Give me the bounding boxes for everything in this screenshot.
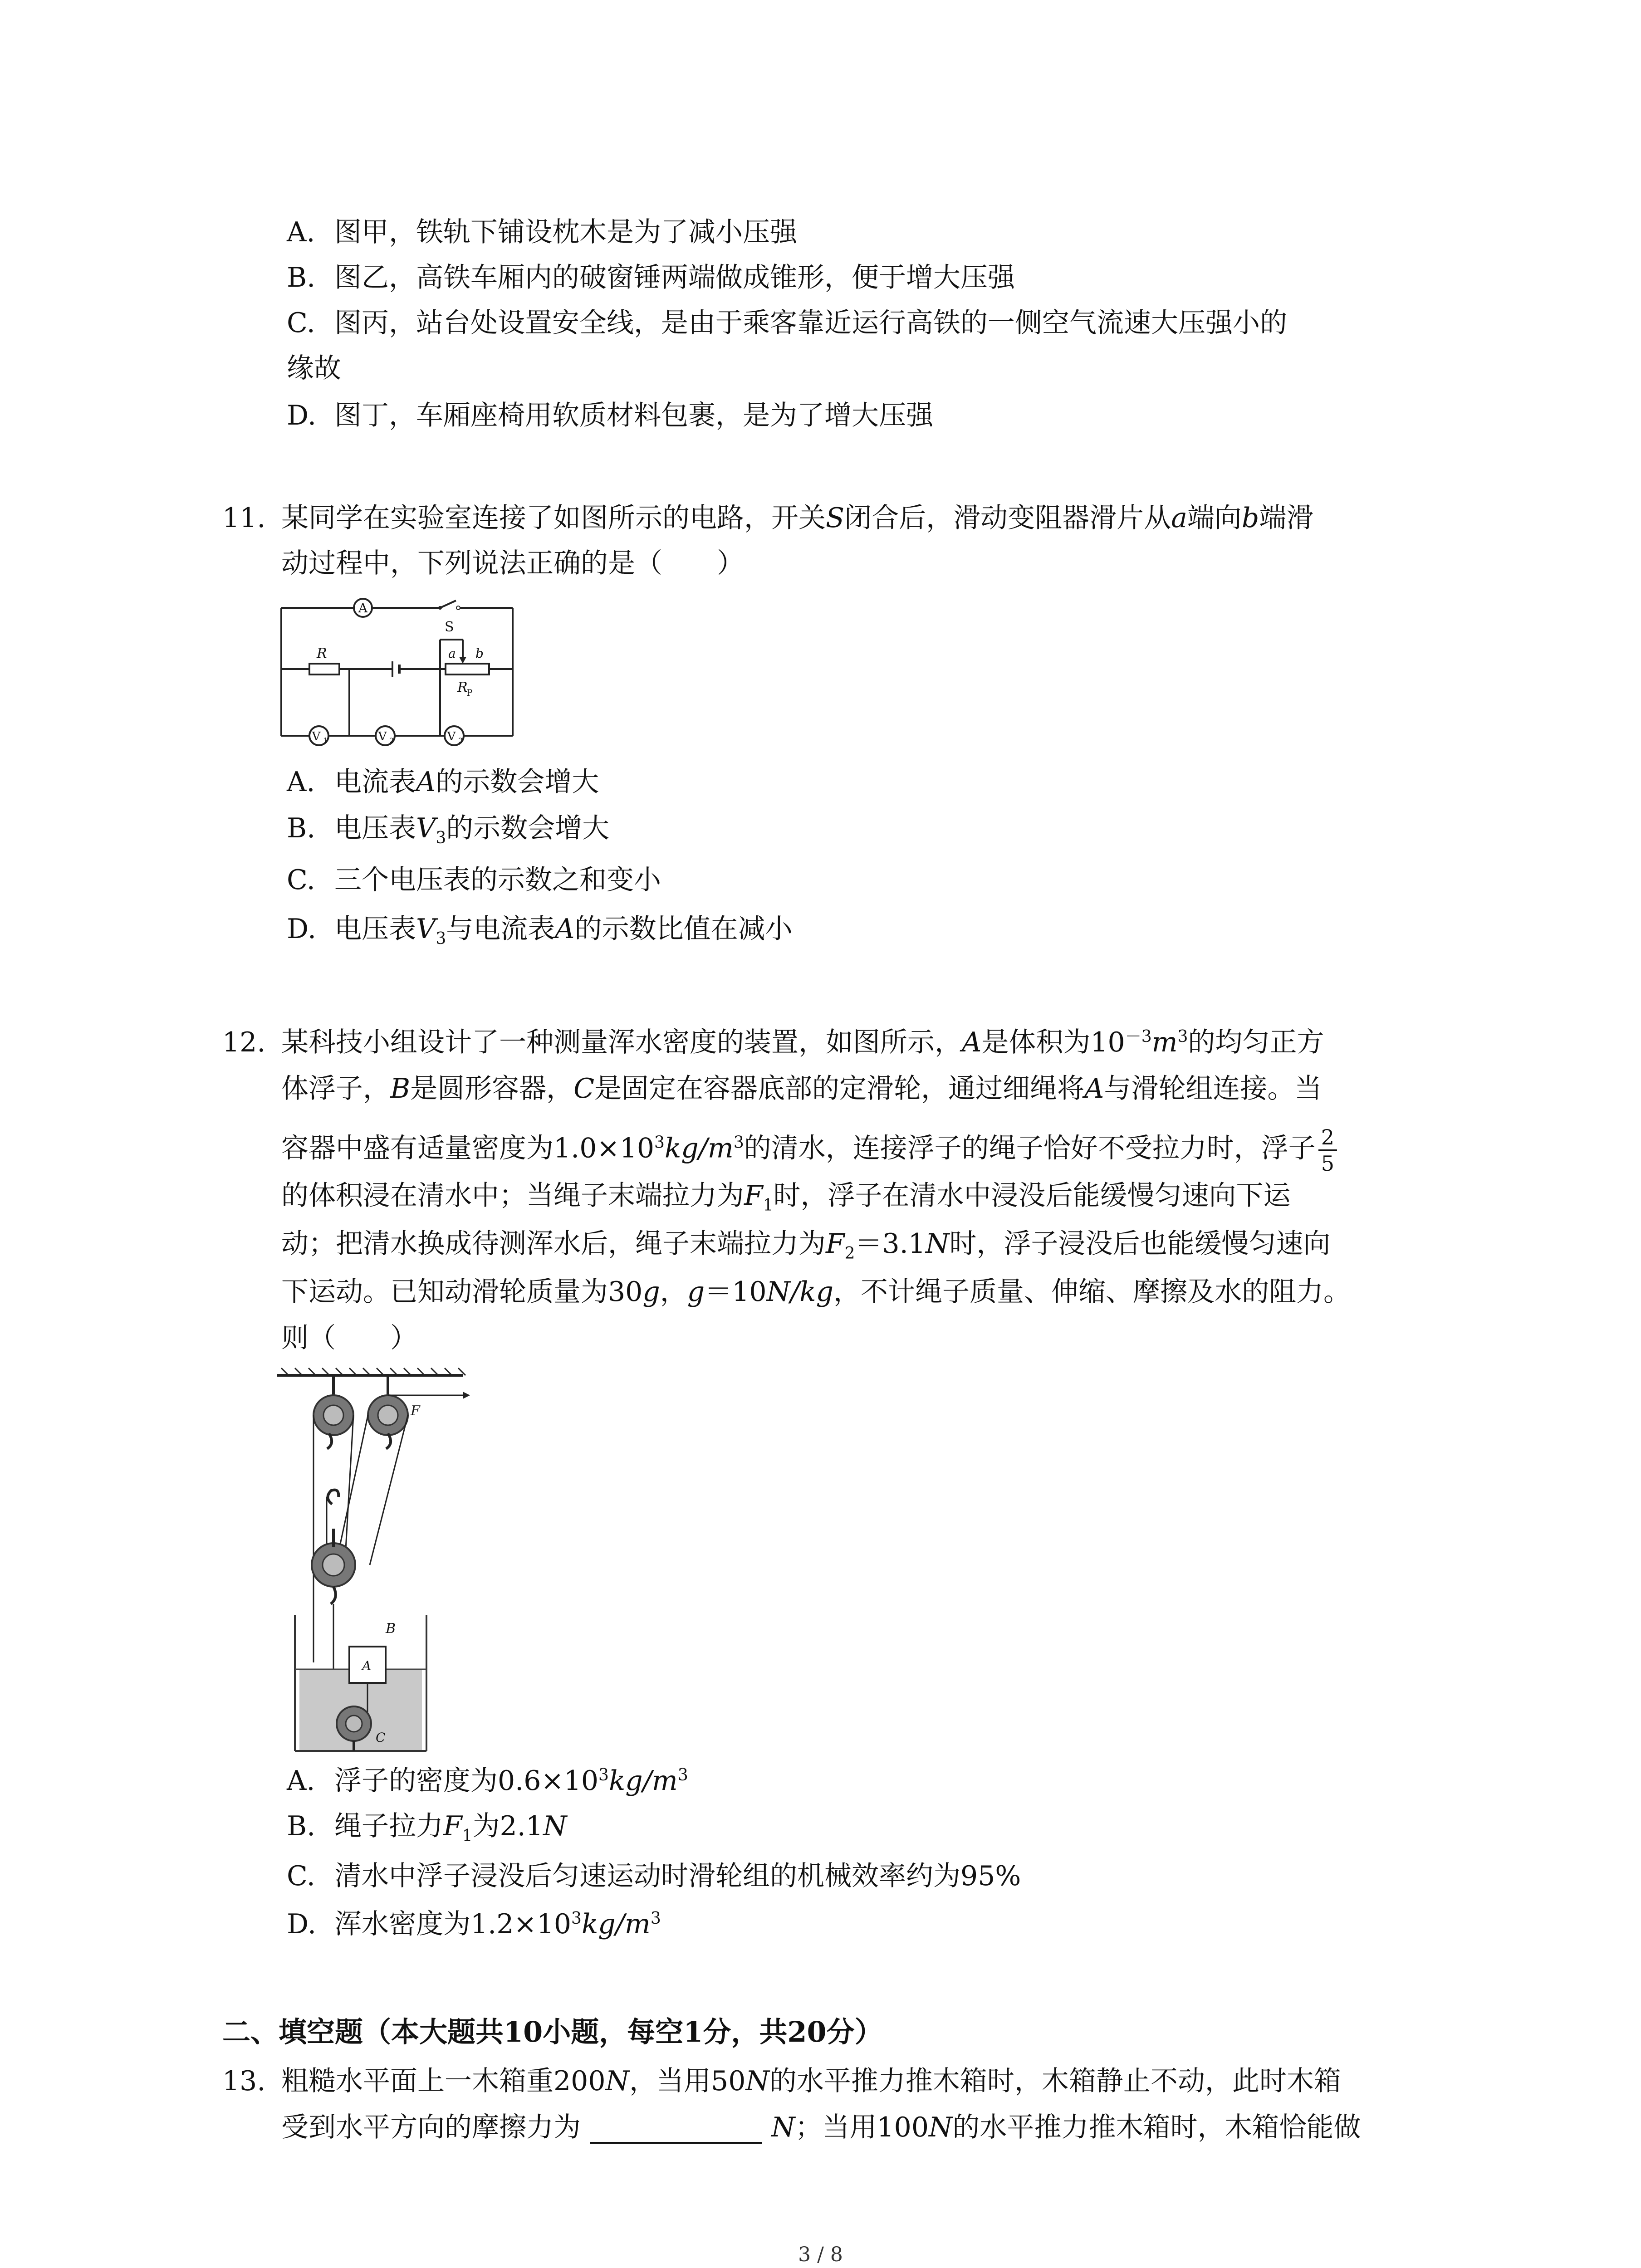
q11-stem-line-2: 动过程中，下列说法正确的是（ ）	[281, 547, 744, 579]
v3-sub: 3	[458, 736, 463, 745]
slider-b-label: b	[475, 646, 484, 661]
force-f-label: F	[411, 1403, 420, 1419]
q12-option-b: B. 绳子拉力$F_1$为2.1N	[287, 1810, 567, 1845]
v3-label: V	[447, 730, 456, 743]
q10-option-d: D. 图丁，车厢座椅用软质材料包裹，是为了增大压强	[287, 400, 933, 431]
q12-option-c: C. 清水中浮子浸没后匀速运动时滑轮组的机械效率约为95%	[287, 1860, 1021, 1892]
pulley-c-label: C	[376, 1730, 386, 1745]
v1-label: V	[312, 730, 321, 743]
answer-blank[interactable]	[590, 2116, 762, 2144]
q13-line-1: 粗糙水平面上一木箱重200N，当用50N的水平推力推木箱时，木箱静止不动，此时木箱	[281, 2065, 1341, 2097]
q13-line-2: 受到水平方向的摩擦力为 N；当用100N的水平推力推木箱时，木箱恰能做	[281, 2112, 1361, 2143]
q12-option-a: A. 浮子的密度为$0.6\times 10^3kg/m^3$	[287, 1765, 688, 1797]
q12-line-1: 某科技小组设计了一种测量浑水密度的装置，如图所示，A是体积为$10^{-3}m^3$的均匀正方	[281, 1026, 1324, 1058]
q10-option-c-cont: 缘故	[287, 352, 341, 384]
rheostat-label: R	[457, 679, 468, 695]
slider-a-label: a	[448, 646, 456, 661]
q12-line-6: 下运动。已知动滑轮质量为30g，g＝10N/kg，不计绳子质量、伸缩、摩擦及水的阻力。	[281, 1276, 1351, 1308]
q11-option-c: C. 三个电压表的示数之和变小	[287, 864, 661, 896]
q12-number: 12.	[222, 1026, 266, 1058]
section-title: 二、填空题（本大题共10小题，每空1分，共20分）	[222, 2015, 883, 2048]
page-number: 3 / 8	[798, 2243, 843, 2266]
q12-line-3: 容器中盛有适量密度为$1.0\times 10^3kg/m^3$的清水，连接浮子的绳子恰好不受拉力时，浮子 $\frac{2}{5}$	[281, 1125, 1337, 1176]
v2-label: V	[378, 730, 387, 743]
cube-a-label: A	[362, 1658, 372, 1673]
q11-stem-line-1: 某同学在实验室连接了如图所示的电路，开关S闭合后，滑动变阻器滑片从a端向b端滑	[281, 502, 1314, 534]
circuit-diagram	[272, 590, 526, 753]
v2-sub: 2	[389, 736, 394, 745]
fraction-two-fifths: $\frac{2}{5}$	[1318, 1125, 1337, 1176]
q12-option-d: D. 浑水密度为$1.2\times 10^3kg/m^3$	[287, 1908, 661, 1940]
q12-line-4: 的体积浸在清水中；当绳子末端拉力为$F_1$时，浮子在清水中浸没后能缓慢匀速向下运	[281, 1180, 1291, 1215]
resistor-label: R	[317, 645, 327, 661]
pulley-diagram	[272, 1361, 481, 1755]
container-b-label: B	[386, 1621, 396, 1637]
q11-number: 11.	[222, 502, 266, 534]
q12-line-5: 动；把清水换成待测浑水后，绳子末端拉力为$F_2=3.1N$时，浮子浸没后也能缓慢匀速向	[281, 1228, 1331, 1263]
v1-sub: 1	[323, 736, 328, 745]
q11-option-b: B. 电压表$V_3$的示数会增大	[287, 812, 610, 847]
q10-option-b: B. 图乙，高铁车厢内的破窗锤两端做成锥形，便于增大压强	[287, 262, 1015, 293]
rheostat-sub-label: P	[466, 687, 473, 698]
switch-label: S	[445, 619, 454, 635]
q11-option-d: D. 电压表$V_3$与电流表A的示数比值在减小	[287, 913, 793, 948]
q10-option-a: A. 图甲，铁轨下铺设枕木是为了减小压强	[287, 216, 797, 248]
q12-line-7: 则（ ）	[281, 1322, 417, 1354]
q11-option-a: A. 电流表A的示数会增大	[287, 766, 599, 798]
q12-line-2: 体浮子，B是圆形容器，C是固定在容器底部的定滑轮，通过细绳将A与滑轮组连接。当	[281, 1073, 1322, 1105]
q10-option-c: C. 图丙，站台处设置安全线，是由于乘客靠近运行高铁的一侧空气流速大压强小的	[287, 307, 1287, 339]
q13-number: 13.	[222, 2065, 266, 2097]
ammeter-label: A	[358, 601, 368, 616]
